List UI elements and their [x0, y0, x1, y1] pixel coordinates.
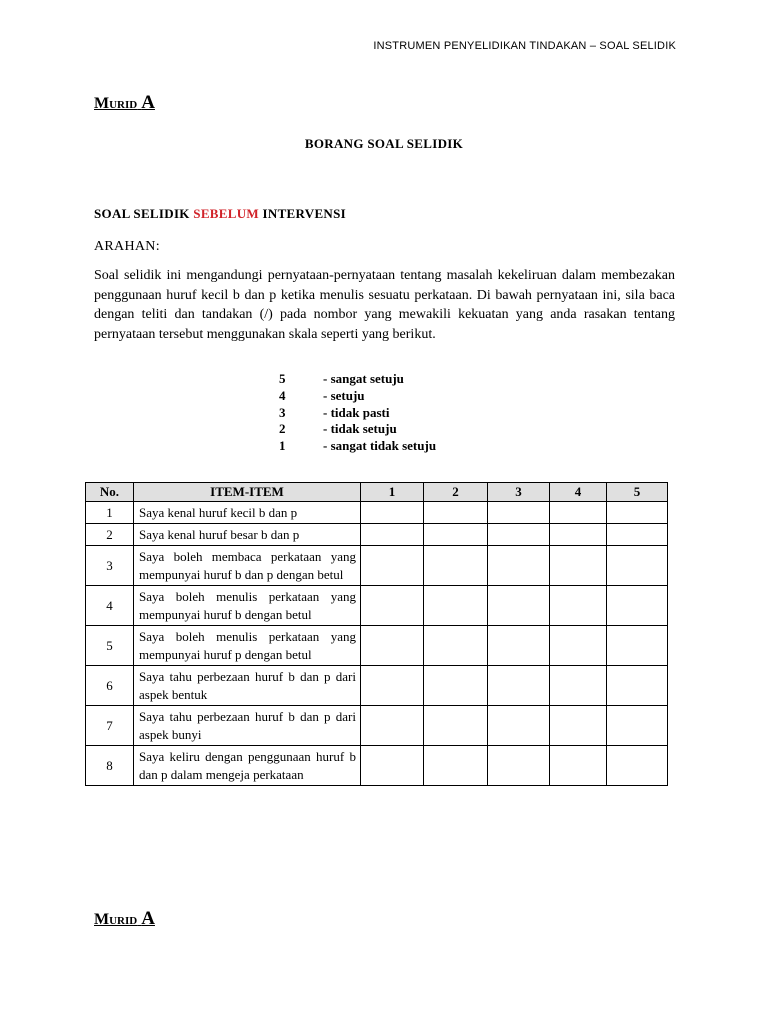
page-header: INSTRUMEN PENYELIDIKAN TINDAKAN – SOAL SELIDIK — [373, 40, 676, 52]
score-cell[interactable] — [361, 746, 424, 786]
score-cell[interactable] — [550, 586, 607, 626]
score-cell[interactable] — [361, 666, 424, 706]
row-item-text: Saya kenal huruf besar b dan p — [134, 524, 361, 546]
subtitle-highlight: SEBELUM — [193, 206, 259, 221]
score-cell[interactable] — [607, 666, 668, 706]
row-number: 6 — [86, 666, 134, 706]
table-row — [86, 546, 668, 586]
student-label-prefix: Murid — [94, 95, 138, 112]
score-cell[interactable] — [424, 626, 488, 666]
score-cell[interactable] — [607, 586, 668, 626]
score-cell[interactable] — [550, 666, 607, 706]
header-score-5: 5 — [607, 483, 668, 502]
form-title: BORANG SOAL SELIDIK — [304, 136, 464, 151]
scale-row — [279, 371, 436, 388]
header-score-1: 1 — [361, 483, 424, 502]
scale-label: - sangat setuju — [323, 371, 404, 386]
row-number: 7 — [86, 706, 134, 746]
subtitle-part1: SOAL SELIDIK — [94, 206, 190, 221]
scale-row — [279, 405, 436, 422]
scale-row — [279, 421, 436, 438]
row-item-text: Saya boleh menulis perkataan yang mempunyai huruf p dengan betul — [134, 626, 361, 666]
row-item-text: Saya keliru dengan penggunaan huruf b dan p dalam mengeja perkataan — [134, 746, 361, 786]
score-cell[interactable] — [550, 746, 607, 786]
score-cell[interactable] — [361, 524, 424, 546]
score-cell[interactable] — [550, 706, 607, 746]
scale-number: 1 — [279, 438, 286, 454]
row-number: 3 — [86, 546, 134, 586]
table-row — [86, 626, 668, 666]
score-cell[interactable] — [424, 586, 488, 626]
row-item-text: Saya boleh menulis perkataan yang mempunyai huruf b dengan betul — [134, 586, 361, 626]
scale-label: - tidak setuju — [323, 421, 397, 437]
row-number: 5 — [86, 626, 134, 666]
student-label-letter: A — [141, 92, 155, 113]
score-cell[interactable] — [607, 546, 668, 586]
header-score-2: 2 — [424, 483, 488, 502]
header-no: No. — [86, 483, 134, 502]
score-cell[interactable] — [424, 666, 488, 706]
score-cell[interactable] — [607, 706, 668, 746]
score-cell[interactable] — [550, 546, 607, 586]
table-row — [86, 706, 668, 746]
score-cell[interactable] — [488, 746, 550, 786]
instructions-heading: ARAHAN: — [94, 239, 160, 254]
instructions-paragraph: Soal selidik ini mengandungi pernyataan-pernyataan tentang masalah kekeliruan dalam membezakan penggunaan huruf kecil b dan p ketika menulis sesuatu perkataan. Di bawah pernyataan ini, sila baca dengan teliti dan tandakan (/) pada nombor yang mewakili kekuatan yang anda rasakan tentang pernyataan tersebut menggunakan skala seperti yang berikut. — [94, 268, 675, 342]
score-cell[interactable] — [424, 706, 488, 746]
scale-number: 2 — [279, 421, 286, 437]
row-number: 4 — [86, 586, 134, 626]
row-item-text: Saya kenal huruf kecil b dan p — [134, 502, 361, 524]
scale-label: - sangat tidak setuju — [323, 438, 437, 454]
scale-row — [279, 438, 436, 455]
student-label-bottom — [94, 908, 155, 930]
table-row — [86, 586, 668, 626]
header-items: ITEM-ITEM — [134, 483, 361, 502]
score-cell[interactable] — [488, 706, 550, 746]
score-cell[interactable] — [361, 706, 424, 746]
section-subtitle — [94, 206, 346, 222]
table-row — [86, 524, 668, 546]
score-cell[interactable] — [488, 666, 550, 706]
score-cell[interactable] — [361, 586, 424, 626]
score-cell[interactable] — [488, 626, 550, 666]
score-cell[interactable] — [488, 546, 550, 586]
row-item-text: Saya tahu perbezaan huruf b dan p dari aspek bunyi — [134, 706, 361, 746]
subtitle-part2: INTERVENSI — [262, 206, 346, 221]
score-cell[interactable] — [488, 586, 550, 626]
score-cell[interactable] — [607, 524, 668, 546]
scale-number: 5 — [279, 371, 286, 386]
score-cell[interactable] — [550, 502, 607, 524]
student-label-top — [94, 92, 155, 114]
scale-row — [279, 388, 436, 405]
score-cell[interactable] — [361, 502, 424, 524]
table-row — [86, 746, 668, 786]
score-cell[interactable] — [361, 546, 424, 586]
table-row — [86, 666, 668, 706]
score-cell[interactable] — [607, 502, 668, 524]
header-score-3: 3 — [488, 483, 550, 502]
questionnaire-table — [85, 482, 668, 786]
score-cell[interactable] — [607, 626, 668, 666]
scale-label: - tidak pasti — [323, 404, 390, 420]
score-cell[interactable] — [550, 524, 607, 546]
row-number: 1 — [86, 502, 134, 524]
score-cell[interactable] — [488, 524, 550, 546]
row-number: 8 — [86, 746, 134, 786]
table-row — [86, 502, 668, 524]
score-cell[interactable] — [550, 626, 607, 666]
header-score-4: 4 — [550, 483, 607, 502]
student-label-letter: A — [141, 908, 155, 929]
score-cell[interactable] — [607, 746, 668, 786]
rating-scale — [279, 371, 436, 455]
score-cell[interactable] — [424, 746, 488, 786]
scale-number: 3 — [279, 404, 286, 420]
scale-label: - setuju — [323, 387, 365, 403]
row-number: 2 — [86, 524, 134, 546]
score-cell[interactable] — [424, 524, 488, 546]
student-label-prefix: Murid — [94, 911, 138, 928]
score-cell[interactable] — [488, 502, 550, 524]
row-item-text: Saya boleh membaca perkataan yang mempunyai huruf b dan p dengan betul — [134, 546, 361, 586]
table-header-row — [86, 483, 668, 502]
score-cell[interactable] — [361, 626, 424, 666]
row-item-text: Saya tahu perbezaan huruf b dan p dari aspek bentuk — [134, 666, 361, 706]
scale-number: 4 — [279, 387, 286, 403]
score-cell[interactable] — [424, 546, 488, 586]
score-cell[interactable] — [424, 502, 488, 524]
